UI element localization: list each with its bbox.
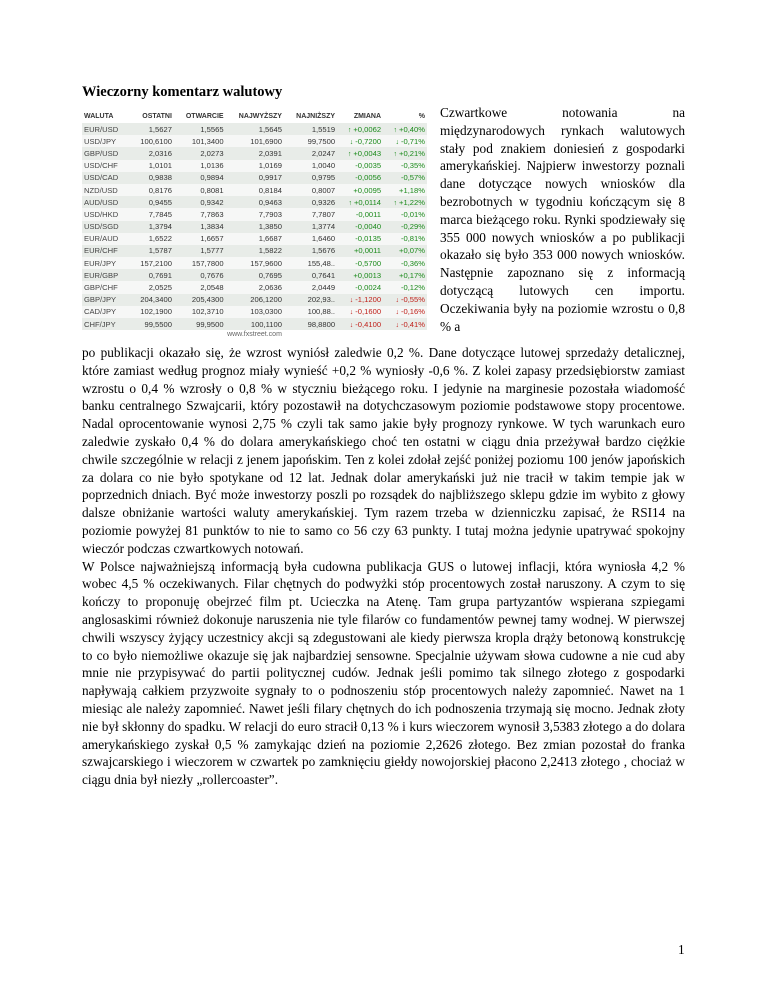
- fx-cell-last-value: 102,1900: [140, 307, 172, 317]
- fx-cell-high-value: 0,9917: [258, 173, 282, 183]
- fx-cell-high: [226, 147, 284, 159]
- fx-cell-change: [337, 172, 383, 184]
- fx-cell-change: [337, 123, 383, 135]
- fx-cell-high-value: 100,1100: [250, 319, 282, 329]
- arrow-down-icon: ↓: [395, 321, 399, 329]
- fx-cell-last-value: 204,3400: [140, 295, 172, 305]
- fx-cell-pair: [82, 318, 130, 330]
- fx-row: [82, 269, 427, 281]
- fx-cell-change: [337, 233, 383, 245]
- arrow-up-icon: ↑: [393, 150, 398, 158]
- fx-cell-pct: [383, 233, 427, 245]
- fx-cell-change: [337, 318, 383, 330]
- fx-cell-low-value: 0,9326: [311, 197, 336, 207]
- fx-cell-last: [130, 245, 174, 257]
- fx-cell-last-value: 2,0316: [148, 148, 172, 158]
- fx-cell-open-value: 1,0136: [200, 161, 224, 171]
- fx-cell-pct: [383, 172, 427, 184]
- fx-cell-pct-value: -0,01%: [400, 209, 425, 219]
- fx-cell-high: [226, 294, 284, 306]
- fx-cell-low: [284, 208, 337, 220]
- col-header-open: OTWARCIE: [174, 110, 226, 123]
- arrow-down-icon: ↓: [395, 138, 399, 146]
- fx-cell-last: [130, 196, 174, 208]
- fx-cell-open-value: 0,8081: [200, 185, 224, 195]
- fx-cell-change-value: -0,0035: [355, 161, 382, 171]
- fx-row: [82, 257, 427, 269]
- fx-cell-open-value: 2,0548: [200, 283, 224, 293]
- arrow-up-icon: ↑: [393, 199, 398, 207]
- fx-cell-last: [130, 306, 174, 318]
- fx-cell-high: [226, 281, 284, 293]
- fx-cell-pct: [383, 196, 427, 208]
- fx-cell-change-value: -0,0040: [355, 222, 382, 232]
- fx-cell-low: [284, 257, 337, 269]
- fx-cell-pct-value: +0,07%: [399, 246, 425, 256]
- body-paragraph-2: W Polsce najważniejszą informacją była cudowna publikacja GUS o lutowej inflacji, która wyniosła 4,2 % wobec 4,5 % oczekiwanych. Filar chętnych do podwyżki stóp procentowych został naruszony. A czym to się kończy to proponuję obejrzeć film pt. Ucieczka na Atenę. Tam grupa partyzantów wspierana szpiegami anglosaskimi również dokonuje naruszenia nie tyle filarów co fundamentów pewnej tamy wodnej. W pierwszej chwili wszyscy żyjący uczestnicy akcji są zdegustowani ale kiedy pierwsza kropla drąży betonową konstrukcję to co było niemożliwe okazuje się jak najbardziej sensowne. Specjalnie używam słowa cudowne a nie cud aby mnie nie przypisywać do partii politycznej cudów. Jednak jeśli pomimo tak silnego złotego z gospodarki napływają całkiem przyzwoite sygnały to o podnoszeniu stóp procentowych należy zapomnieć. Nawet na 1 miesiąc ale należy zapomnieć. Nawet jeśli filary chętnych do ich podnoszenia trzymają się mocno. Jednak złoty nie był skłonny do spadku. W relacji do euro stracił 0,13 % i kurs wieczorem wynosił 3,5383 złotego a do dolara amerykańskiego zyskał 0,5 % zamykając dzień na poziomie 2,2626 złotego. Bez zmian pozostał do franka szwajcarskiego i wieczorem w czwartek po zamknięciu giełdy nowojorskiej płacono 2,2413 złotego , chociaż w ciągu dnia był niezły „rollercoaster”.: [82, 558, 685, 788]
- fx-cell-change-value: +0,0114: [353, 197, 382, 207]
- fx-cell-open-value: 0,9894: [200, 173, 224, 183]
- fx-cell-pair: [82, 184, 130, 196]
- fx-cell-pair: [82, 245, 130, 257]
- fx-cell-pair-value: EUR/GBP: [84, 270, 119, 280]
- fx-cell-low-value: 155,48..: [307, 258, 336, 268]
- fx-cell-change-value: -0,0056: [355, 173, 382, 183]
- fx-cell-open: [174, 294, 226, 306]
- fx-cell-last-value: 2,0525: [148, 283, 172, 293]
- fx-row: [82, 208, 427, 220]
- fx-row: [82, 147, 427, 159]
- fx-cell-open-value: 2,0273: [200, 148, 224, 158]
- fx-cell-pair-value: NZD/USD: [84, 185, 118, 195]
- fx-cell-open-value: 101,3400: [191, 136, 224, 146]
- fx-cell-open-value: 157,7800: [191, 258, 224, 268]
- fx-cell-change: [337, 196, 383, 208]
- fx-cell-change-value: -0,7200: [355, 136, 382, 146]
- fx-cell-open-value: 1,5565: [200, 124, 224, 134]
- fx-row: [82, 221, 427, 233]
- col-header-last: OSTATNI: [130, 110, 174, 123]
- fx-cell-pair-value: USD/CAD: [84, 173, 119, 183]
- fx-cell-last: [130, 318, 174, 330]
- fx-cell-change: [337, 281, 383, 293]
- fx-cell-pct: [383, 221, 427, 233]
- fx-cell-high-value: 1,0169: [258, 161, 282, 171]
- fx-cell-pct-value: -0,55%: [400, 295, 425, 305]
- fx-cell-change-value: -1,1200: [355, 295, 382, 305]
- fx-cell-high: [226, 233, 284, 245]
- fx-cell-low: [284, 184, 337, 196]
- fx-cell-change-value: +0,0095: [353, 185, 382, 195]
- fx-cell-pct: [383, 306, 427, 318]
- fx-cell-high: [226, 221, 284, 233]
- fx-cell-low: [284, 281, 337, 293]
- fx-cell-last-value: 1,0101: [148, 161, 172, 171]
- fx-cell-pair-value: CHF/JPY: [84, 319, 116, 329]
- fx-cell-high-value: 157,9600: [250, 258, 282, 268]
- fx-cell-pair: [82, 306, 130, 318]
- fx-cell-change-value: +0,0011: [353, 246, 382, 256]
- fx-cell-low-value: 100,88..: [307, 307, 336, 317]
- fx-cell-change: [337, 160, 383, 172]
- fx-cell-last-value: 1,6522: [148, 234, 172, 244]
- fx-cell-last: [130, 123, 174, 135]
- fx-cell-open: [174, 221, 226, 233]
- fx-row: [82, 294, 427, 306]
- fx-cell-change-value: -0,0011: [355, 209, 382, 219]
- fx-cell-low-value: 2,0247: [311, 148, 336, 158]
- fx-cell-last: [130, 294, 174, 306]
- fx-cell-pct: [383, 147, 427, 159]
- fx-cell-open-value: 1,3834: [200, 222, 224, 232]
- fx-cell-last-value: 7,7845: [148, 209, 172, 219]
- fx-cell-low: [284, 245, 337, 257]
- fx-cell-last: [130, 257, 174, 269]
- fx-row: [82, 135, 427, 147]
- fx-cell-high-value: 1,5645: [258, 124, 282, 134]
- fx-cell-pair: [82, 172, 130, 184]
- fx-cell-pct-value: +0,21%: [399, 148, 425, 158]
- arrow-up-icon: ↑: [393, 126, 398, 134]
- fx-cell-change: [337, 306, 383, 318]
- arrow-down-icon: ↓: [349, 321, 354, 329]
- arrow-down-icon: ↓: [349, 297, 354, 305]
- fx-cell-last: [130, 221, 174, 233]
- page-number: 1: [678, 942, 685, 957]
- fx-cell-high: [226, 245, 284, 257]
- fx-cell-change: [337, 135, 383, 147]
- fx-cell-open: [174, 135, 226, 147]
- fx-cell-high-value: 103,0300: [250, 307, 282, 317]
- fx-row: [82, 184, 427, 196]
- col-header-pair: WALUTA: [82, 110, 130, 123]
- fx-cell-high-value: 1,6687: [258, 234, 282, 244]
- fx-cell-pair-value: GBP/JPY: [84, 295, 117, 305]
- fx-cell-last-value: 0,8176: [148, 185, 172, 195]
- fx-cell-pct: [383, 160, 427, 172]
- fx-cell-low-value: 99,7500: [307, 136, 336, 146]
- fx-cell-pair-value: EUR/AUD: [84, 234, 119, 244]
- fx-cell-pair-value: USD/SGD: [84, 222, 119, 232]
- fx-row: [82, 196, 427, 208]
- fx-cell-pct: [383, 281, 427, 293]
- fx-cell-high-value: 0,7695: [258, 270, 282, 280]
- fx-cell-high-value: 0,8184: [258, 185, 282, 195]
- fx-cell-low-value: 1,5519: [311, 124, 336, 134]
- fx-cell-open: [174, 306, 226, 318]
- fx-cell-pct-value: -0,36%: [400, 258, 425, 268]
- fx-cell-low: [284, 233, 337, 245]
- fx-cell-open: [174, 196, 226, 208]
- fx-cell-open-value: 7,7863: [200, 209, 224, 219]
- fx-cell-last: [130, 233, 174, 245]
- fx-cell-low: [284, 196, 337, 208]
- fx-cell-low: [284, 160, 337, 172]
- fx-cell-open-value: 102,3710: [191, 307, 224, 317]
- fx-cell-last-value: 1,5787: [148, 246, 172, 256]
- fx-cell-pair: [82, 257, 130, 269]
- fx-cell-pct-value: +1,22%: [399, 197, 425, 207]
- arrow-down-icon: ↓: [395, 297, 399, 305]
- fx-cell-high: [226, 208, 284, 220]
- col-header-high: NAJWYŻSZY: [226, 110, 284, 123]
- fx-cell-high: [226, 184, 284, 196]
- fx-cell-change-value: -0,1600: [355, 307, 382, 317]
- fx-cell-last: [130, 208, 174, 220]
- fx-cell-pct: [383, 208, 427, 220]
- fx-cell-open: [174, 245, 226, 257]
- fx-cell-high: [226, 257, 284, 269]
- fx-cell-last-value: 99,5500: [144, 319, 172, 329]
- fx-cell-pct: [383, 269, 427, 281]
- fx-cell-pct: [383, 123, 427, 135]
- arrow-up-icon: ↑: [347, 150, 352, 158]
- fx-cell-open-value: 1,6657: [200, 234, 224, 244]
- fx-cell-high: [226, 123, 284, 135]
- arrow-down-icon: ↓: [349, 138, 354, 146]
- fx-cell-low: [284, 294, 337, 306]
- fx-cell-last: [130, 172, 174, 184]
- fx-cell-pair-value: EUR/CHF: [84, 246, 118, 256]
- fx-cell-pair: [82, 208, 130, 220]
- fx-cell-change-value: -0,4100: [355, 319, 382, 329]
- fx-cell-pct-value: -0,71%: [400, 136, 425, 146]
- fx-cell-pair: [82, 221, 130, 233]
- document-title: Wieczorny komentarz walutowy: [82, 84, 283, 100]
- fx-cell-change: [337, 269, 383, 281]
- fx-cell-last-value: 0,9838: [148, 173, 172, 183]
- fx-cell-pair-value: EUR/USD: [84, 124, 119, 134]
- fx-cell-pct-value: -0,57%: [400, 173, 425, 183]
- fx-cell-change: [337, 208, 383, 220]
- fx-row: [82, 281, 427, 293]
- fx-cell-last: [130, 160, 174, 172]
- fx-row: [82, 233, 427, 245]
- fx-cell-high-value: 2,0636: [258, 283, 282, 293]
- fx-row: [82, 318, 427, 330]
- fx-cell-low-value: 1,3774: [311, 222, 336, 232]
- fx-cell-pair-value: USD/HKD: [84, 209, 119, 219]
- fx-quotes-table: [82, 110, 427, 342]
- fx-row: [82, 123, 427, 135]
- arrow-down-icon: ↓: [349, 309, 354, 317]
- fx-cell-pair-value: EUR/JPY: [84, 258, 117, 268]
- fx-cell-open: [174, 281, 226, 293]
- fx-cell-pair-value: GBP/CHF: [84, 283, 118, 293]
- arrow-down-icon: ↓: [395, 309, 399, 317]
- fx-cell-open-value: 0,7676: [200, 270, 224, 280]
- fx-cell-high-value: 7,7903: [258, 209, 282, 219]
- fx-cell-low: [284, 135, 337, 147]
- fx-cell-change: [337, 294, 383, 306]
- fx-cell-change-value: +0,0062: [353, 124, 382, 134]
- fx-cell-pair-value: CAD/JPY: [84, 307, 117, 317]
- fx-cell-change-value: -0,0024: [355, 283, 382, 293]
- fx-cell-open: [174, 318, 226, 330]
- body-paragraph-1: po publikacji okazało się, że wzrost wyniósł zaledwie 0,2 %. Dane dotyczące lutowej sprzedaży detalicznej, które zamiast według prognoz miały wynieść +0,2 % wyniosły -0,6 %. Z kolei zapasy przedsiębiorstw zamiast wzrostu o 0,4 % wzrosły o 0,8 % w styczniu bieżącego roku. I jedynie na marginesie pozostała wiadomość banku centralnego Szwajcarii, który pozostawił na dotychczasowym poziomie podstawowe stopy procentowe. Nadal oprocentowanie wynosi 2,75 % czyli tak samo jakie były prognozy rynkowe. W tych warunkach euro zaledwie zyskało 0,4 % do dolara amerykańskiego choć ten ostatni w ciągu dnia przeżywał bardzo ciężkie chwile szczególnie w relacji z jenem japońskim. Ten z kolei zdołał zejść poniżej poziomu 100 jenów japońskich za dolara co nie było spotykane od 12 lat. Jednak dolar amerykański już nie tracił w takim tempie jak w poprzednich dniach. Być może inwestorzy poszli po rozsądek do najbliższego sklepu gdzie im wybito z głowy dalsze obniżanie wartości waluty amerykańskiej. Tym razem trzeba w dzienniczku zapisać, że RSI14 na poziomie powyżej 81 punktów to nie to samo co 56 czy 63 punkty. I tutaj można jedynie upatrywać spokojny wieczór podczas czwartkowych notowań.: [82, 345, 685, 556]
- fx-cell-open: [174, 184, 226, 196]
- fx-cell-change-value: +0,0043: [353, 148, 382, 158]
- fx-cell-pair: [82, 123, 130, 135]
- fx-cell-open: [174, 233, 226, 245]
- side-paragraph: Czwartkowe notowania na międzynarodowych rynkach walutowych stały pod znakiem doniesień z gospodarki amerykańskiej. Najpierw inwestorzy poznali dane dotyczące nowych wniosków dla bezrobotnych w tygodniu kończącym się 8 marca bieżącego roku. Rynki spodziewały się 355 000 nowych wniosków a po publikacji okazało się było 353 000 nowych wniosków. Następnie zapoznano się z informacją dotyczącą lutowych cen importu. Oczekiwania były na poziomie wzrostu o 0,8 % a: [440, 105, 685, 334]
- fx-cell-last-value: 1,3794: [148, 222, 172, 232]
- fx-cell-open-value: 0,9342: [200, 197, 224, 207]
- fx-cell-pct-value: -0,16%: [400, 307, 425, 317]
- col-header-change: ZMIANA: [337, 110, 383, 123]
- fx-cell-last: [130, 281, 174, 293]
- fx-cell-pct: [383, 135, 427, 147]
- fx-cell-pct: [383, 318, 427, 330]
- fx-cell-low: [284, 269, 337, 281]
- fx-cell-low: [284, 306, 337, 318]
- fx-cell-high-value: 1,5822: [258, 246, 282, 256]
- fx-cell-low-value: 98,8800: [307, 319, 336, 329]
- fx-cell-pair-value: USD/CHF: [84, 161, 118, 171]
- fx-cell-pair: [82, 196, 130, 208]
- fx-cell-high-value: 206,1200: [250, 295, 282, 305]
- table-source-credit: www.fxstreet.com: [227, 331, 282, 339]
- fx-cell-last-value: 1,5627: [148, 124, 172, 134]
- fx-cell-high-value: 1,3850: [258, 222, 282, 232]
- fx-cell-change: [337, 147, 383, 159]
- fx-cell-open: [174, 172, 226, 184]
- fx-cell-pct-value: -0,12%: [400, 283, 425, 293]
- fx-cell-pct: [383, 294, 427, 306]
- fx-cell-high: [226, 172, 284, 184]
- fx-cell-change-value: -0,5700: [355, 258, 382, 268]
- fx-cell-change: [337, 257, 383, 269]
- fx-cell-high: [226, 318, 284, 330]
- fx-cell-pair: [82, 281, 130, 293]
- fx-cell-low: [284, 147, 337, 159]
- fx-cell-pct-value: +0,40%: [399, 124, 425, 134]
- fx-cell-pair: [82, 160, 130, 172]
- fx-cell-low-value: 202,93..: [307, 295, 336, 305]
- fx-cell-pct: [383, 257, 427, 269]
- fx-cell-last: [130, 147, 174, 159]
- fx-cell-pair-value: USD/JPY: [84, 136, 117, 146]
- fx-cell-open: [174, 147, 226, 159]
- fx-cell-high-value: 101,6900: [250, 136, 282, 146]
- fx-cell-pair: [82, 147, 130, 159]
- fx-cell-low-value: 7,7807: [311, 209, 336, 219]
- fx-row: [82, 160, 427, 172]
- fx-cell-high: [226, 196, 284, 208]
- fx-cell-open: [174, 257, 226, 269]
- fx-cell-low-value: 0,7641: [311, 270, 336, 280]
- fx-cell-low: [284, 318, 337, 330]
- fx-cell-change-value: -0,0135: [355, 234, 382, 244]
- fx-cell-open-value: 205,4300: [191, 295, 224, 305]
- side-column-text: [440, 104, 685, 335]
- fx-cell-low: [284, 172, 337, 184]
- fx-cell-low-value: 1,6460: [311, 234, 336, 244]
- fx-cell-pct: [383, 184, 427, 196]
- fx-cell-pct-value: +1,18%: [399, 185, 425, 195]
- fx-cell-change-value: +0,0013: [353, 270, 382, 280]
- fx-cell-pct-value: -0,35%: [400, 161, 425, 171]
- fx-cell-low-value: 0,9795: [311, 173, 336, 183]
- fx-cell-low-value: 0,8007: [311, 185, 336, 195]
- fx-cell-high-value: 2,0391: [258, 148, 282, 158]
- fx-cell-pair: [82, 135, 130, 147]
- fx-cell-high: [226, 135, 284, 147]
- fx-cell-pair: [82, 233, 130, 245]
- arrow-up-icon: ↑: [347, 126, 352, 134]
- fx-cell-pair: [82, 294, 130, 306]
- fx-cell-open: [174, 269, 226, 281]
- fx-row: [82, 306, 427, 318]
- fx-cell-change: [337, 221, 383, 233]
- fx-cell-pct-value: -0,41%: [400, 319, 425, 329]
- fx-cell-open: [174, 208, 226, 220]
- fx-cell-open-value: 99,9500: [196, 319, 224, 329]
- fx-cell-high: [226, 160, 284, 172]
- fx-cell-change: [337, 245, 383, 257]
- fx-row: [82, 245, 427, 257]
- fx-cell-open: [174, 160, 226, 172]
- fx-cell-last-value: 0,7691: [148, 270, 172, 280]
- fx-cell-pct-value: -0,29%: [400, 222, 425, 232]
- fx-header-row: [82, 110, 427, 123]
- fx-cell-pct-value: -0,81%: [400, 234, 425, 244]
- fx-cell-last: [130, 135, 174, 147]
- col-header-pct: %: [383, 110, 427, 123]
- fx-cell-change: [337, 184, 383, 196]
- fx-cell-high: [226, 306, 284, 318]
- fx-cell-last-value: 0,9455: [148, 197, 172, 207]
- col-header-low: NAJNIŻSZY: [284, 110, 337, 123]
- fx-cell-last: [130, 269, 174, 281]
- fx-row: [82, 172, 427, 184]
- fx-cell-open: [174, 123, 226, 135]
- fx-cell-pair: [82, 269, 130, 281]
- fx-cell-open-value: 1,5777: [200, 246, 224, 256]
- arrow-up-icon: ↑: [348, 199, 352, 207]
- fx-cell-last-value: 157,2100: [140, 258, 172, 268]
- fx-cell-last-value: 100,6100: [140, 136, 172, 146]
- fx-cell-pct: [383, 245, 427, 257]
- fx-cell-pct-value: +0,17%: [399, 270, 425, 280]
- fx-cell-low-value: 1,0040: [311, 161, 336, 171]
- fx-cell-last: [130, 184, 174, 196]
- fx-cell-high-value: 0,9463: [258, 197, 282, 207]
- fx-cell-high: [226, 269, 284, 281]
- fx-cell-pair-value: AUD/USD: [84, 197, 119, 207]
- fx-cell-low: [284, 123, 337, 135]
- fx-cell-low-value: 1,5676: [311, 246, 336, 256]
- fx-cell-low-value: 2,0449: [311, 283, 336, 293]
- body-text: [82, 344, 685, 789]
- fx-cell-pair-value: GBP/USD: [84, 148, 119, 158]
- fx-cell-low: [284, 221, 337, 233]
